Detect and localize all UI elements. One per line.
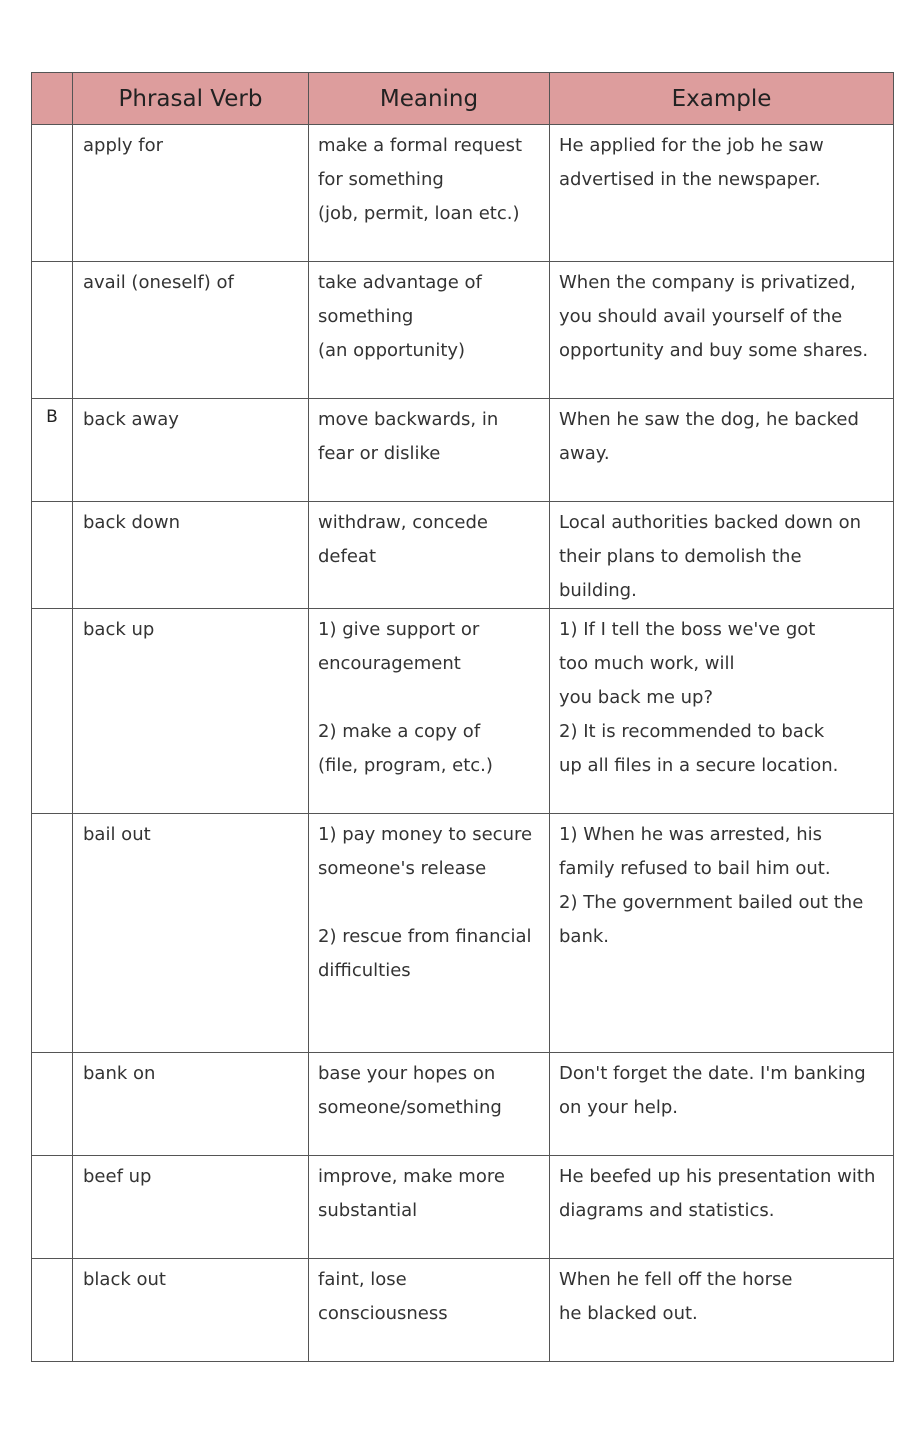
phrasal-verb-cell: black out [73, 1259, 309, 1362]
example-text: When he saw the dog, he backed away. [559, 409, 859, 464]
meaning-cell [309, 1053, 550, 1156]
meaning-cell [309, 609, 550, 814]
phrasal-verb-cell: avail (oneself) of [73, 262, 309, 399]
table-row [32, 125, 894, 262]
row-letter [32, 814, 73, 1053]
row-letter [32, 125, 73, 262]
meaning-text: take advantage of something (an opportunity) [318, 272, 482, 361]
example-text: 1) If I tell the boss we've got too much work, will you back me up? 2) It is recommended to back up all files in a secure location. [559, 619, 839, 776]
table-row [32, 1053, 894, 1156]
phrasal-verb-cell: apply for [73, 125, 309, 262]
meaning-cell [309, 399, 550, 502]
example-cell [550, 1156, 894, 1259]
row-letter [32, 609, 73, 814]
meaning-cell [309, 1259, 550, 1362]
example-text: 1) When he was arrested, his family refused to bail him out. 2) The government bailed out the bank. [559, 824, 864, 947]
header-row [32, 73, 894, 125]
table-row [32, 262, 894, 399]
example-text: Don't forget the date. I'm banking on your help. [559, 1063, 866, 1118]
example-cell [550, 502, 894, 609]
example-cell [550, 814, 894, 1053]
table-row [32, 1259, 894, 1362]
example-text: Local authorities backed down on their plans to demolish the building. [559, 512, 861, 601]
table-row [32, 399, 894, 502]
meaning-text: move backwards, in fear or dislike [318, 409, 499, 464]
table-row [32, 502, 894, 609]
row-letter [32, 262, 73, 399]
phrasal-verb-cell: bail out [73, 814, 309, 1053]
meaning-cell [309, 814, 550, 1053]
phrasal-verb-cell: back away [73, 399, 309, 502]
meaning-cell [309, 1156, 550, 1259]
phrasal-verb-table [31, 72, 894, 1362]
phrasal-verb-cell: back down [73, 502, 309, 609]
row-letter [32, 1259, 73, 1362]
example-text: When he fell off the horse he blacked out. [559, 1269, 793, 1324]
example-cell [550, 125, 894, 262]
meaning-text: 1) give support or encouragement [318, 619, 480, 674]
table-row [32, 609, 894, 814]
example-text: He beefed up his presentation with diagrams and statistics. [559, 1166, 876, 1221]
meaning-text: 1) pay money to secure someone's release [318, 824, 533, 879]
meaning-text: make a formal request for something (job, permit, loan etc.) [318, 135, 523, 224]
meaning-text: improve, make more substantial [318, 1166, 505, 1221]
paragraph-gap [318, 886, 541, 920]
header-letter [32, 73, 73, 125]
meaning-cell [309, 125, 550, 262]
meaning-text: faint, lose consciousness [318, 1269, 448, 1324]
row-letter [32, 1053, 73, 1156]
row-letter [32, 502, 73, 609]
phrasal-verb-cell: back up [73, 609, 309, 814]
paragraph-gap [318, 681, 541, 715]
meaning-text: 2) rescue from financial difficulties [318, 926, 532, 981]
example-text: When the company is privatized, you should avail yourself of the opportunity and buy some shares. [559, 272, 869, 361]
row-letter [32, 1156, 73, 1259]
table-row [32, 1156, 894, 1259]
example-cell [550, 262, 894, 399]
row-letter: B [32, 399, 73, 502]
meaning-text: 2) make a copy of (file, program, etc.) [318, 721, 493, 776]
table-row [32, 814, 894, 1053]
example-text: He applied for the job he saw advertised in the newspaper. [559, 135, 824, 190]
example-cell [550, 1053, 894, 1156]
header-example: Example [550, 73, 894, 125]
phrasal-verb-cell: beef up [73, 1156, 309, 1259]
meaning-cell [309, 502, 550, 609]
meaning-cell [309, 262, 550, 399]
table-body [32, 125, 894, 1362]
meaning-text: withdraw, concede defeat [318, 512, 488, 567]
example-cell [550, 609, 894, 814]
meaning-text: base your hopes on someone/something [318, 1063, 502, 1118]
phrasal-verb-cell: bank on [73, 1053, 309, 1156]
example-cell [550, 1259, 894, 1362]
header-phrasal-verb: Phrasal Verb [73, 73, 309, 125]
example-cell [550, 399, 894, 502]
header-meaning: Meaning [309, 73, 550, 125]
